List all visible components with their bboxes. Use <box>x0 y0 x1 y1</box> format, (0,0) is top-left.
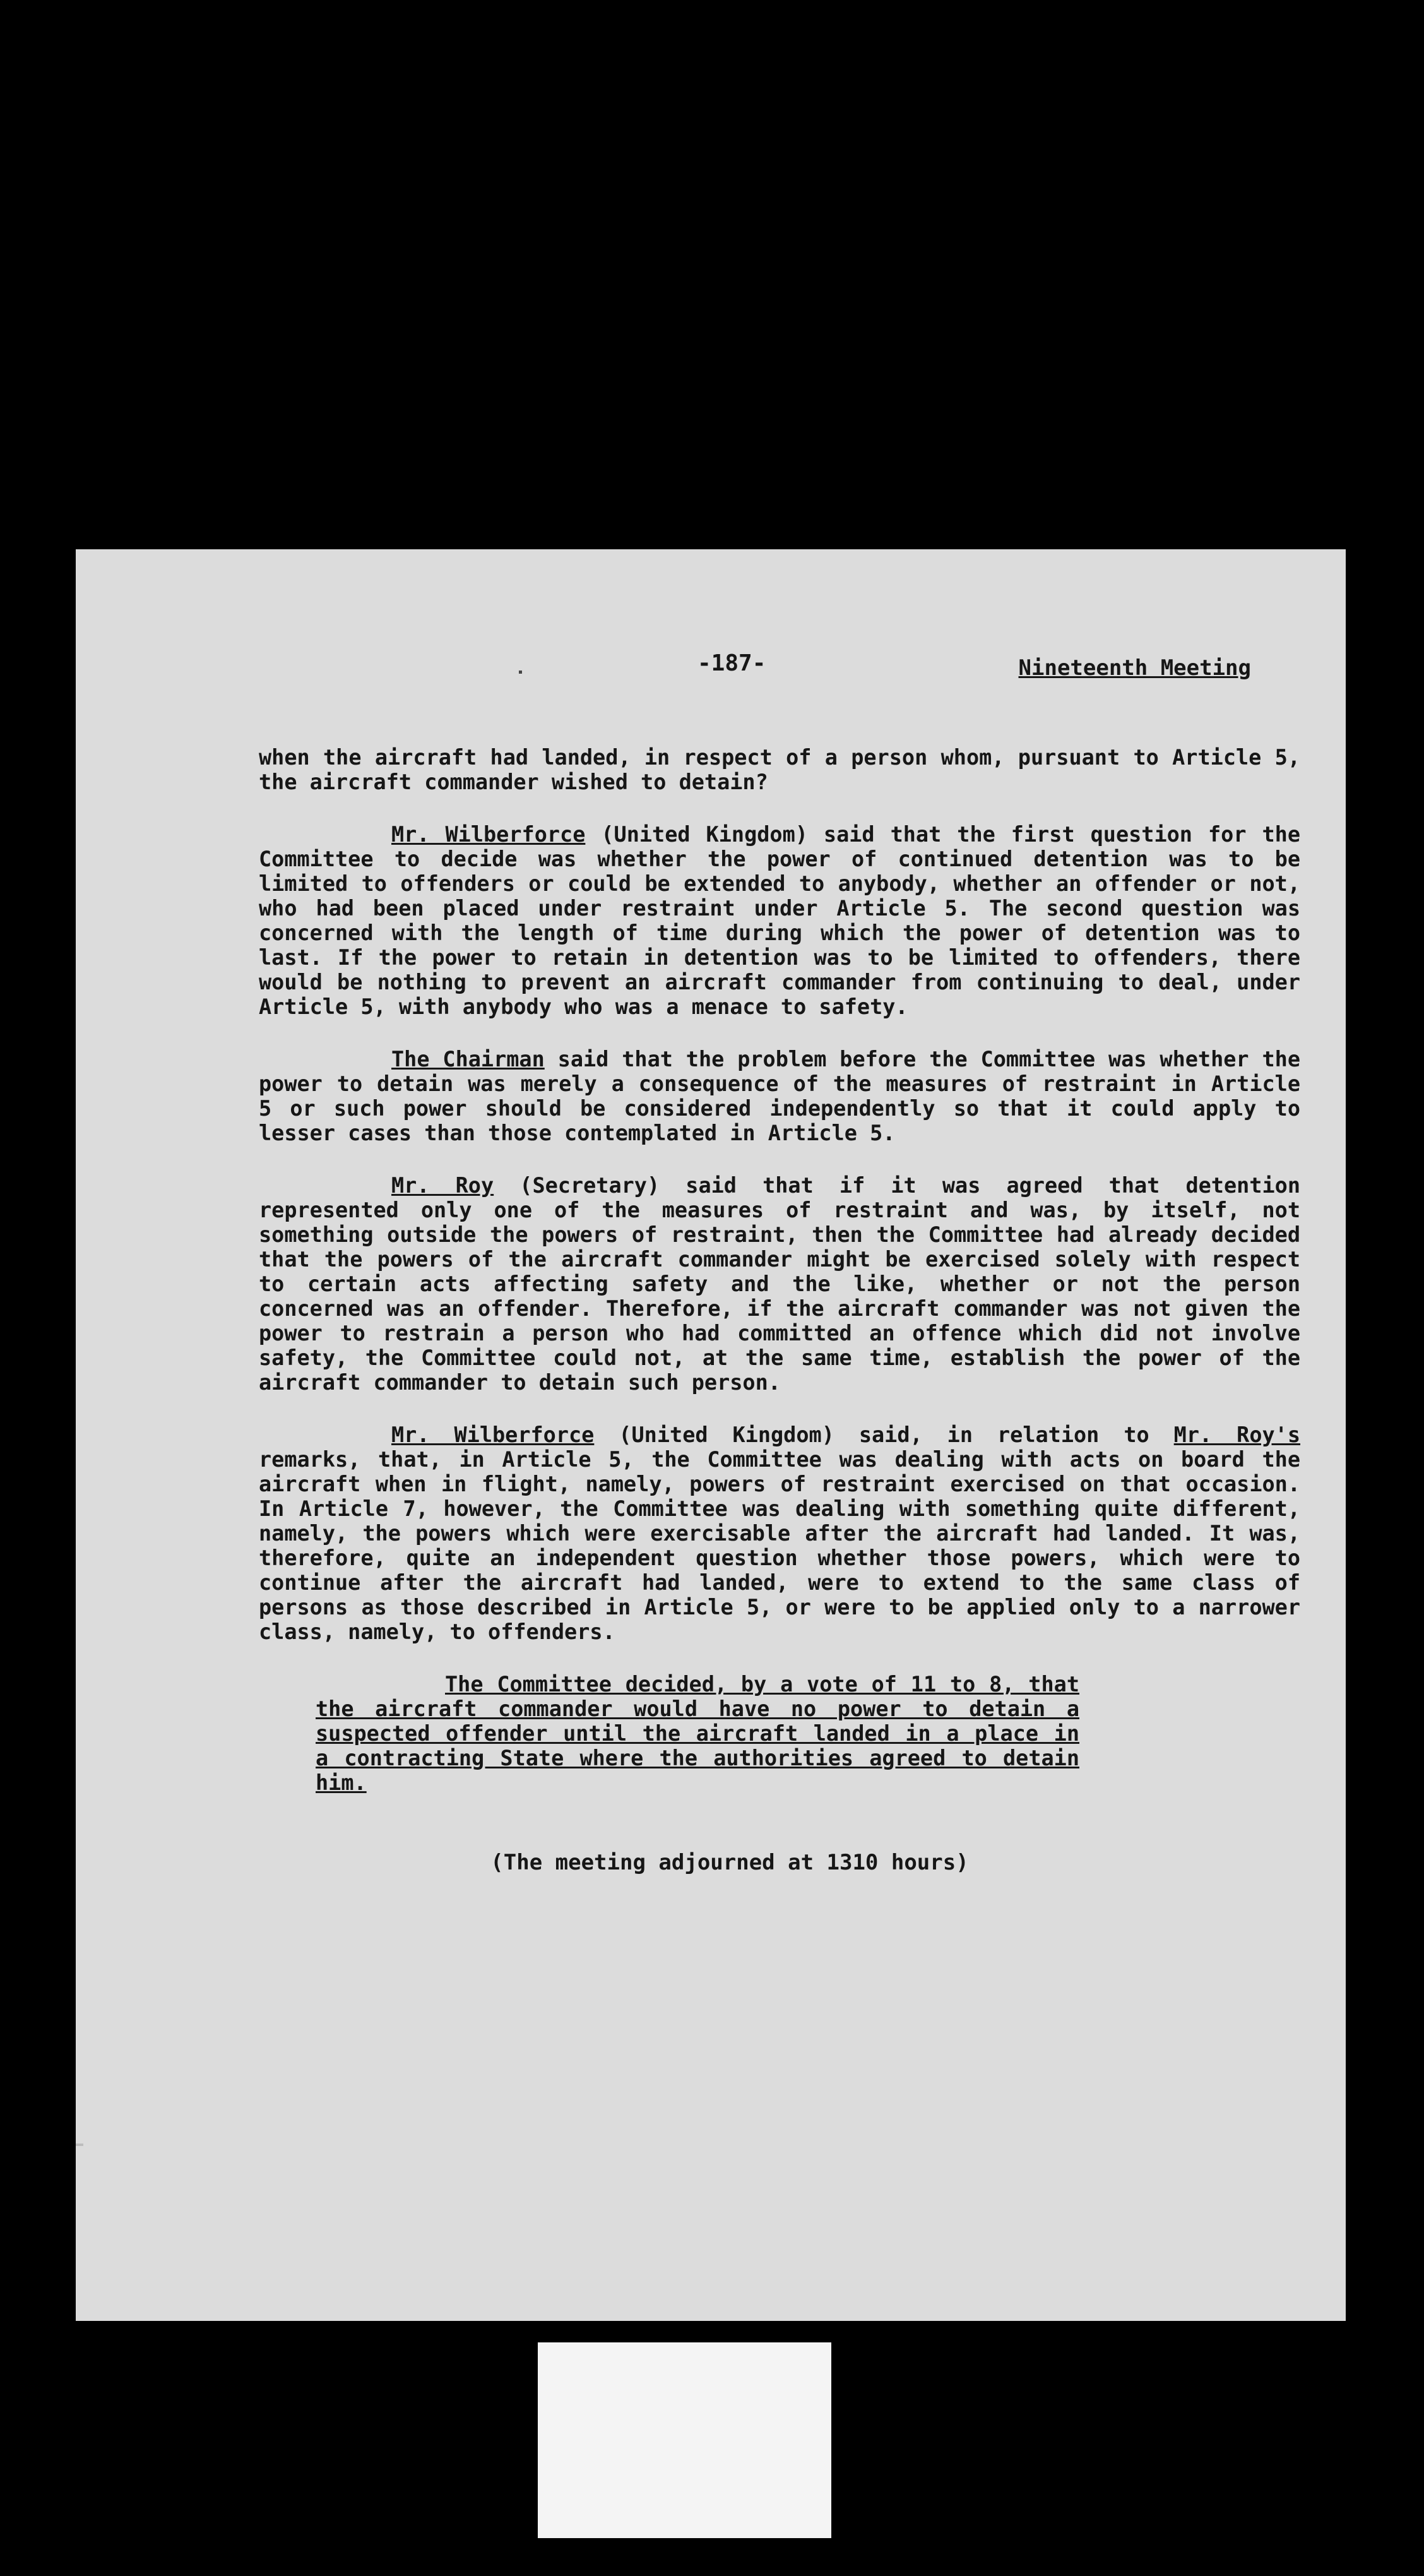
paragraph-continuation <box>259 745 1300 794</box>
speaker-name: Mr. Wilberforce <box>391 1422 595 1447</box>
adjournment-note: (The meeting adjourned at 1310 hours) <box>490 1850 969 1875</box>
scan-edge-mark <box>76 2144 83 2146</box>
scan-speck <box>519 671 522 674</box>
paragraph-wilberforce-2 <box>259 1422 1300 1644</box>
film-label-card <box>538 2342 831 2538</box>
speaker-name: Mr. Wilberforce <box>391 822 586 847</box>
paragraph-text: when the aircraft had landed, in respect of a person whom, pursuant to Article 5, the aircraft commander wished to detain? <box>259 745 1300 794</box>
paragraph-chairman <box>259 1047 1300 1145</box>
speaker-name: Mr. Roy <box>391 1173 494 1198</box>
page-header <box>76 650 1346 688</box>
speaker-reference: Mr. Roy's <box>1173 1422 1300 1447</box>
paragraph-text: (United Kingdom) said, in relation to <box>594 1422 1174 1447</box>
document-page <box>76 549 1346 2321</box>
paragraph-text: remarks, that, in Article 5, the Committee was dealing with acts on board the aircraft when in flight, namely, powers of restraint exercised on that occasion. In Article 7, however, the Committee was dealing with something quite different, namely, the powers which were exercisable after the aircraft had landed. It was, therefore, quite an independent question whether those powers, which were to continue after the aircraft had landed, were to extend to the same class of persons as those described in Article 5, or were to be applied only to a narrower class, namely, to offenders. <box>259 1447 1300 1644</box>
speaker-name: The Chairman <box>391 1047 545 1071</box>
paragraph-wilberforce-1 <box>259 822 1300 1019</box>
paragraph-text: (United Kingdom) said that the first question for the Committee to decide was whether the power of continued detention was to be limited to offenders or could be extended to anybody, whether an offender or not, who had been placed under restraint under Article 5. The second question was concerned with the length of time during which the power of detention was to last. If the power to retain in detention was to be limited to offenders, there would be nothing to prevent an aircraft commander from continuing to deal, under Article 5, with anybody who was a menace to safety. <box>259 822 1300 1019</box>
page-number: -187- <box>697 650 766 676</box>
paragraph-text: said that the problem before the Committee was whether the power to detain was merely a consequence of the measures of restraint in Article 5 or such power should be considered independently so that it could apply to lesser cases than those contemplated in Article 5. <box>259 1047 1300 1145</box>
meeting-title: Nineteenth Meeting <box>1018 655 1251 681</box>
paragraph-roy <box>259 1173 1300 1395</box>
paragraph-text: (Secretary) said that if it was agreed that detention represented only one of the measures of restraint and was, by itself, not something outside the powers of restraint, then the Committee had already decided that the powers of the aircraft commander might be exercised solely with respect to certain acts affecting safety and the like, whether or not the person concerned was an offender. Therefore, if the aircraft commander was not given the power to restrain a person who had committed an offence which did not involve safety, the Committee could not, at the same time, establish the power of the aircraft commander to detain such person. <box>259 1173 1300 1395</box>
document-body <box>259 745 1300 1795</box>
committee-decision: The Committee decided, by a vote of 11 to 8, that the aircraft commander would have no power to detain a suspected offender until the aircraft landed in a place in a contracting State where the authorities agreed to detain him. <box>316 1672 1079 1795</box>
